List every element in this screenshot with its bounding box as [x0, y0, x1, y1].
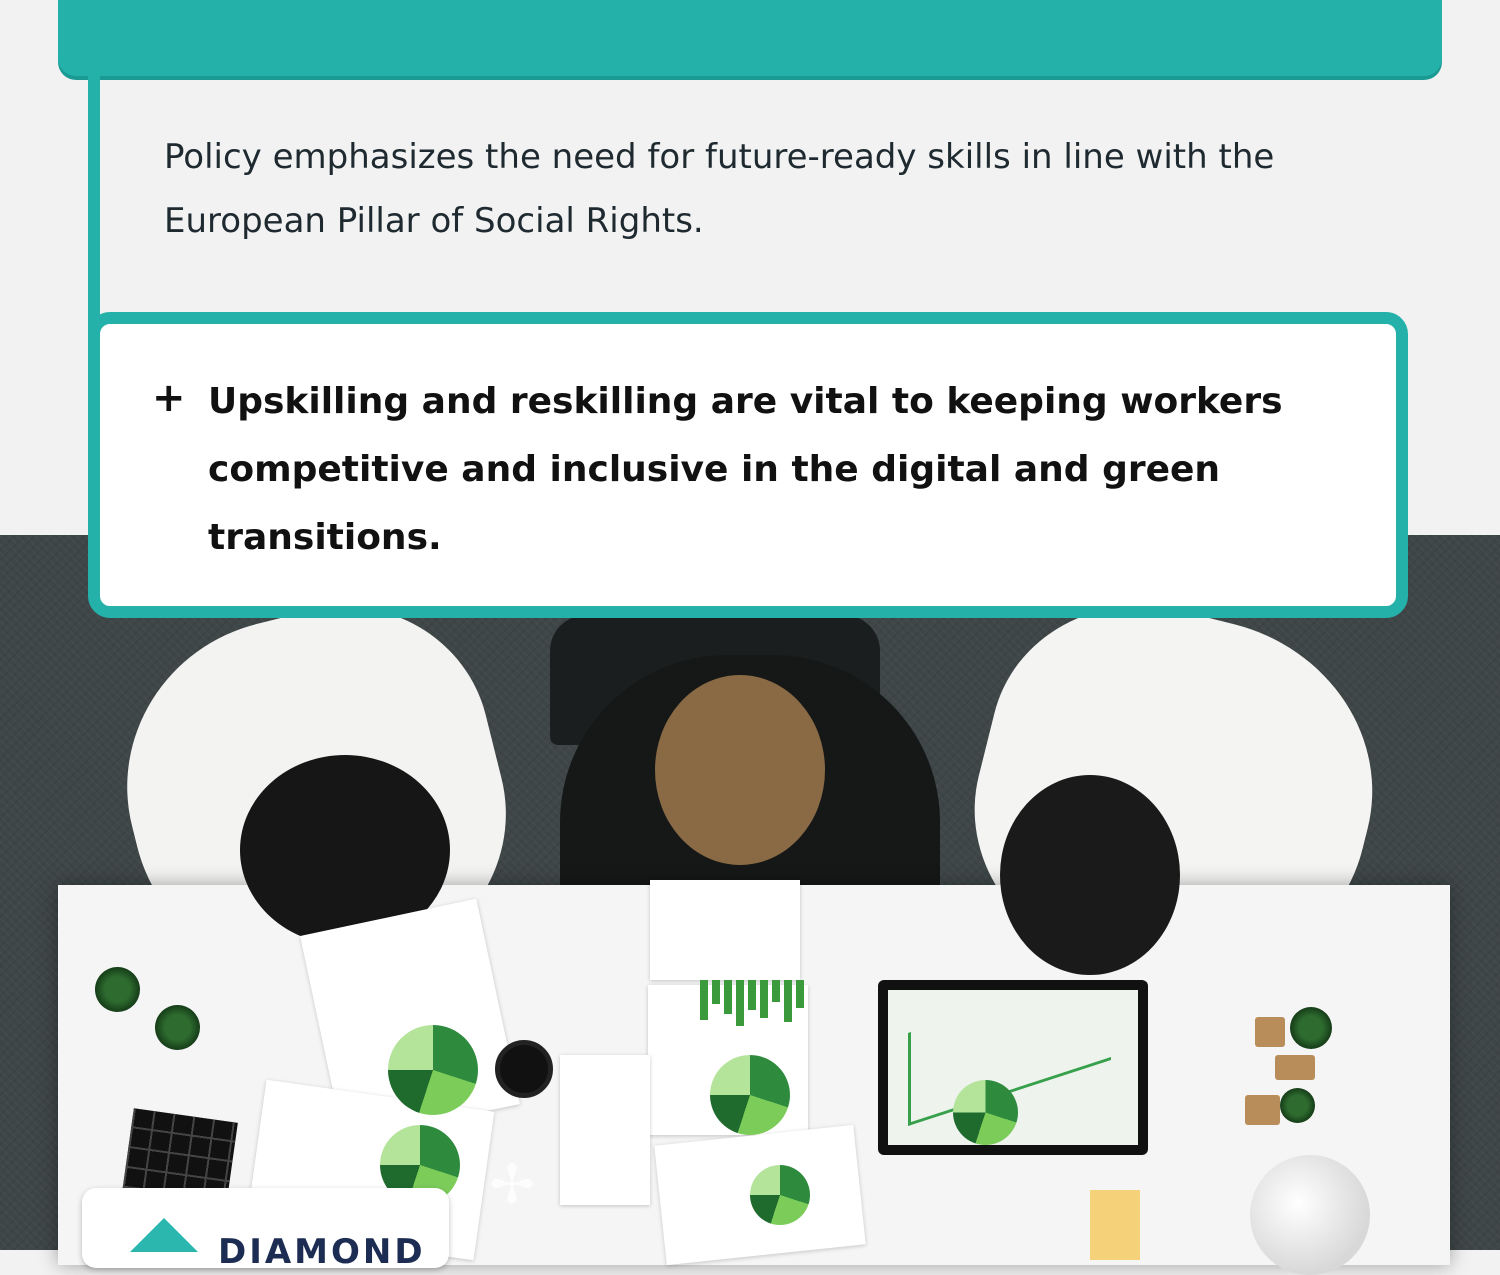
diamond-logo-icon — [130, 1218, 198, 1252]
sticky-notes — [1090, 1190, 1140, 1260]
wind-turbine-icon: ✢ — [489, 1153, 535, 1216]
frame-accent-line — [88, 60, 100, 335]
tablet-screen — [888, 990, 1138, 1145]
plant — [155, 1005, 200, 1050]
plus-icon: + — [152, 375, 186, 421]
wooden-block — [1255, 1017, 1285, 1047]
plant — [95, 967, 140, 1012]
pie-graphic — [388, 1025, 478, 1115]
coffee-mug — [495, 1040, 553, 1098]
wooden-block — [1275, 1055, 1315, 1080]
chart-document — [650, 880, 800, 980]
plant — [1290, 1007, 1332, 1049]
bar-graphic — [700, 980, 804, 1026]
person-middle-head — [655, 675, 825, 865]
highlight-card — [88, 312, 1408, 618]
logo-text: DIAMOND — [218, 1232, 426, 1272]
wooden-block — [1245, 1095, 1280, 1125]
desk-lamp — [1250, 1155, 1370, 1275]
pie-graphic — [953, 1080, 1018, 1145]
meeting-photo — [0, 535, 1500, 1250]
header-banner — [58, 0, 1442, 76]
intro-text: Policy emphasizes the need for future-ready skills in line with the European Pillar of Social Rights. — [164, 137, 1275, 241]
pie-graphic — [750, 1165, 810, 1225]
logo-box — [82, 1188, 449, 1272]
person-right-head — [1000, 775, 1180, 975]
highlight-text: Upskilling and reskilling are vital to keeping workers competitive and inclusive in the digital and green transitions. — [208, 381, 1283, 558]
notebook — [560, 1055, 650, 1205]
plant — [1280, 1088, 1315, 1123]
pie-graphic — [710, 1055, 790, 1135]
tablet — [878, 980, 1148, 1155]
